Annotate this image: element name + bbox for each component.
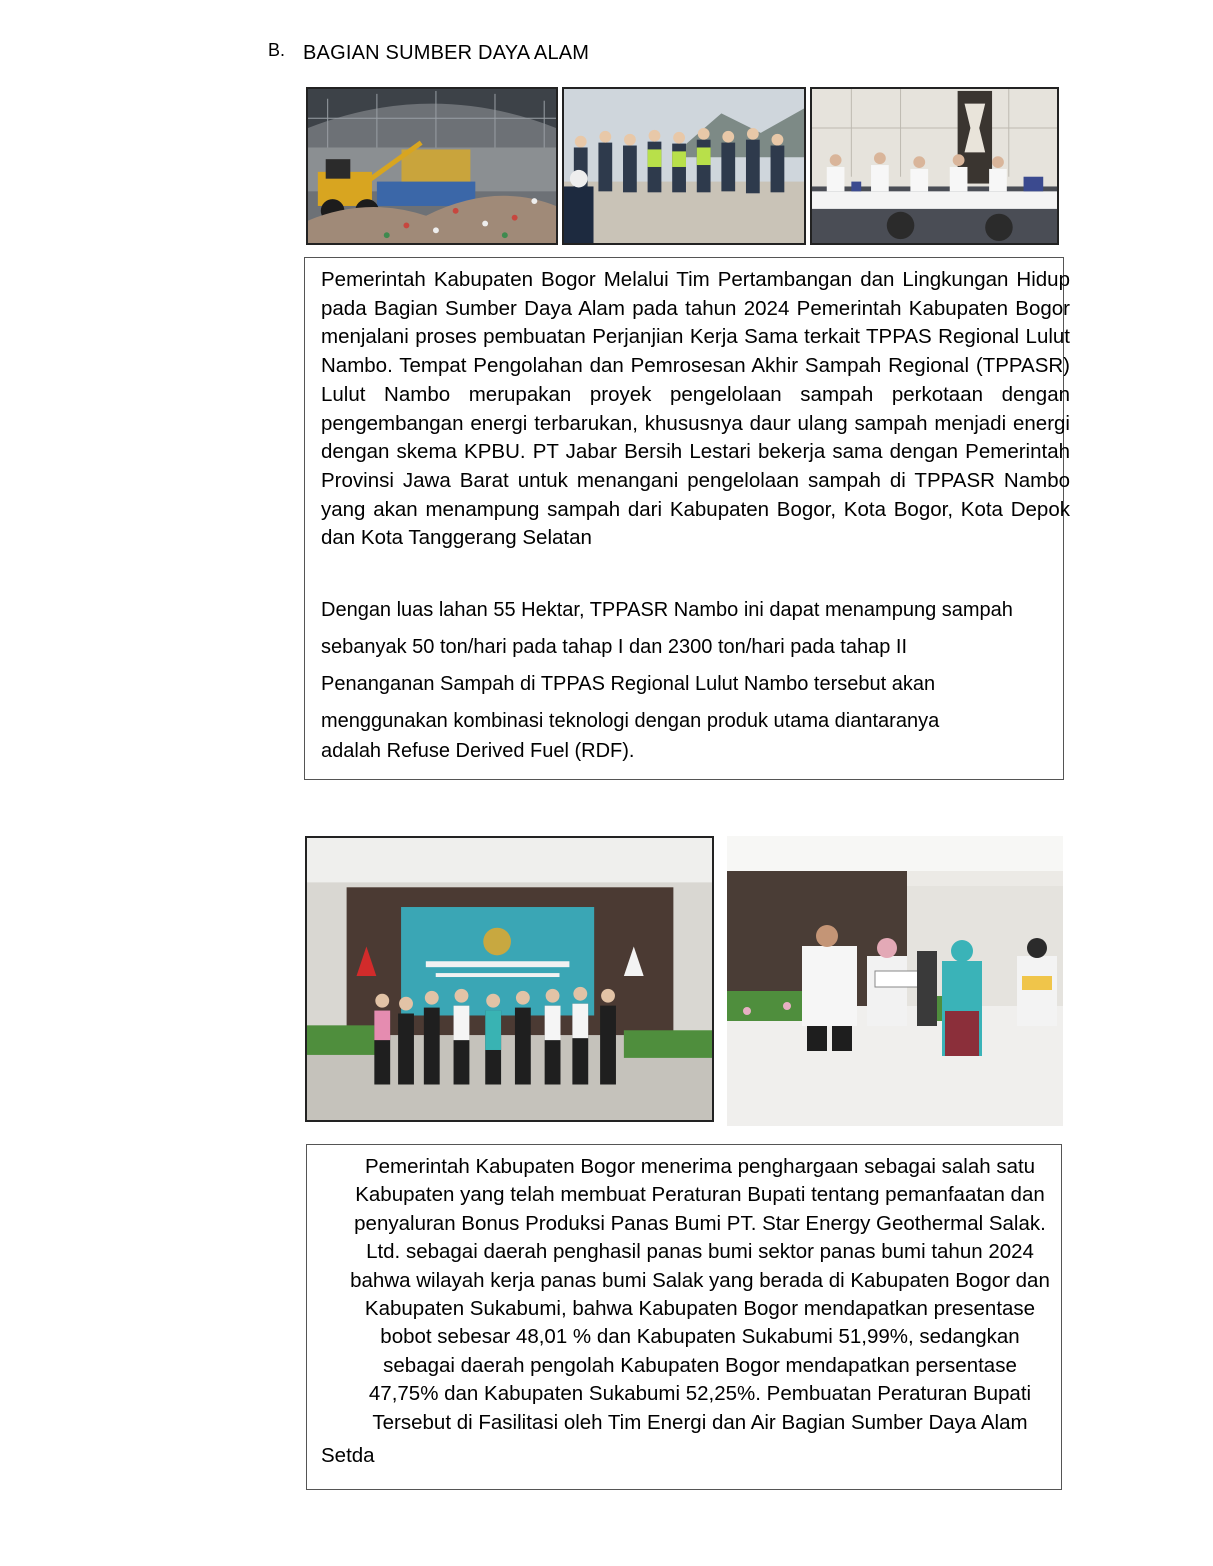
geothermal-line: Kabupaten Sukabumi, bahwa Kabupaten Bogor mendapatkan presentase — [364, 1297, 1036, 1321]
award-handover-photo — [727, 836, 1063, 1126]
capacity-line: menggunakan kombinasi teknologi dengan produk utama diantaranya — [321, 710, 940, 732]
geothermal-line: Tersebut di Fasilitasi oleh Tim Energi dan Air Bagian Sumber Daya Alam — [372, 1410, 1028, 1434]
tppas-capacity-paragraph — [321, 592, 1061, 765]
tppas-paragraph: Pemerintah Kabupaten Bogor Melalui Tim Pertambangan dan Lingkungan Hidup pada Bagian Sumber Daya Alam pada tahun 2024 Pemerintah Kabupaten Bogor menjalani proses pembuatan Perjanjian Kerja Sama terkait TPPAS Regional Lulut Nambo. Tempat Pengolahan dan Pemrosesan Akhir Sampah Regional (TPPASR) Lulut Nambo merupakan proyek pengelolaan sampah perkotaan dengan pengembangan energi terbarukan, khususnya daur ulang sampah menjadi energi dengan skema KPBU. PT Jabar Bersih Lestari bekerja sama dengan Pemerintah Provinsi Jawa Barat untuk menangani pengelolaan sampah di TPPASR Nambo yang akan menampung sampah dari Kabupaten Bogor, Kota Bogor, Kota Depok dan Kota Tanggerang Selatan — [321, 268, 1070, 550]
geothermal-line: bahwa wilayah kerja panas bumi Salak yang berada di Kabupaten Bogor dan — [350, 1268, 1050, 1292]
geothermal-line: sebagai daerah pengolah Kabupaten Bogor mendapatkan persentase — [383, 1353, 1017, 1377]
capacity-line: adalah Refuse Derived Fuel (RDF). — [321, 740, 635, 762]
tppas-nambo-textbox — [304, 257, 1070, 780]
site-visit-group-photo — [562, 87, 806, 245]
meeting-room-photo — [810, 87, 1059, 245]
geothermal-line: 47,75% dan Kabupaten Sukabumi 52,25%. Pembuatan Peraturan Bupati — [368, 1382, 1032, 1406]
geothermal-line: penyaluran Bonus Produksi Panas Bumi PT. Star Energy Geothermal Salak. — [354, 1211, 1046, 1235]
geothermal-line: Ltd. sebagai daerah penghasil panas bumi sektor panas bumi tahun 2024 — [366, 1240, 1034, 1264]
geothermal-line: Kabupaten yang telah membuat Peraturan Bupati tentang pemanfaatan dan — [355, 1183, 1045, 1207]
geothermal-line: Pemerintah Kabupaten Bogor menerima penghargaan sebagai salah satu — [364, 1155, 1036, 1178]
geothermal-paragraph — [319, 1153, 1081, 1437]
section-title: BAGIAN SUMBER DAYA ALAM — [303, 42, 590, 64]
geothermal-ending: Setda — [321, 1444, 375, 1467]
landfill-loader-photo — [306, 87, 558, 245]
section-letter: B. — [268, 40, 286, 60]
geothermal-line: bobot sebesar 48,01 % dan Kabupaten Sukabumi 51,99%, sedangkan — [380, 1325, 1020, 1349]
capacity-line: sebanyak 50 ton/hari pada tahap I dan 2300 ton/hari pada tahap II — [321, 636, 908, 658]
capacity-line: Dengan luas lahan 55 Hektar, TPPASR Nambo ini dapat menampung sampah — [321, 599, 1013, 621]
capacity-line: Penanganan Sampah di TPPAS Regional Lulut Nambo tersebut akan — [321, 673, 936, 695]
award-group-photo — [305, 836, 714, 1122]
geothermal-award-textbox — [306, 1144, 1062, 1490]
